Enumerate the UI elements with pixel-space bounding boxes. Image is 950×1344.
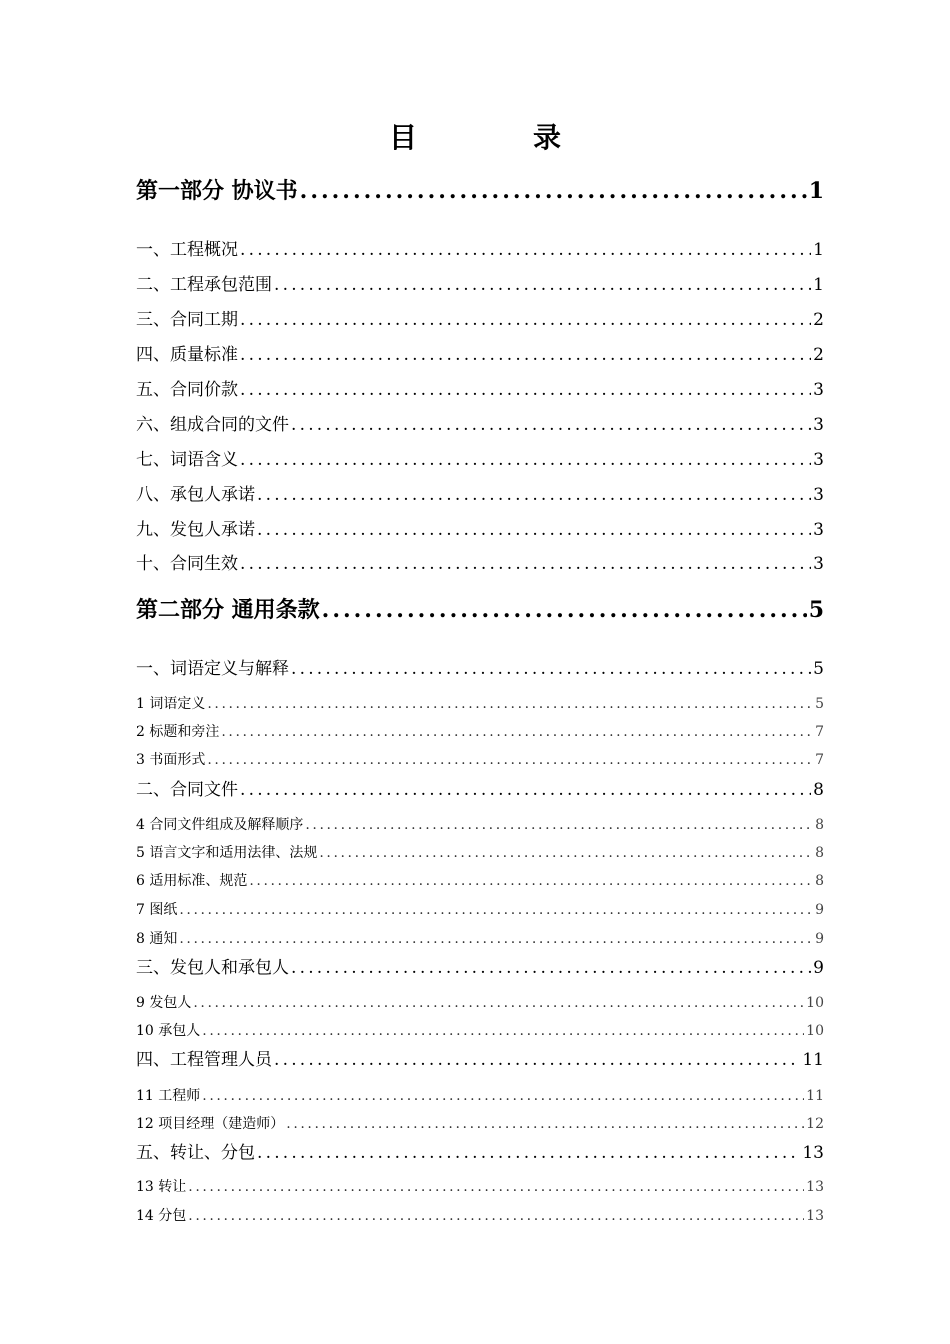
toc-page-number: 9: [815, 931, 824, 947]
toc-entry: [136, 778, 824, 802]
page-title: 目 录: [388, 121, 605, 154]
toc-dot-leader: [240, 238, 811, 262]
toc-entry: [136, 694, 824, 714]
toc-entry-label: 七、词语含义: [136, 450, 238, 470]
toc-page-number: 11: [802, 1050, 824, 1070]
toc-entry-label: 五、合同价款: [136, 380, 238, 400]
toc-entry: [136, 176, 824, 206]
toc-dot-leader: [274, 273, 811, 297]
toc-entry-label: 一、词语定义与解释: [136, 659, 289, 679]
toc-entry-label: 11 工程师: [136, 1088, 201, 1104]
toc-entry-label: 三、发包人和承包人: [136, 958, 289, 978]
toc-page-number: 3: [813, 415, 824, 435]
toc-dot-leader: [249, 871, 813, 891]
toc-dot-leader: [240, 778, 811, 802]
toc-dot-leader: [240, 308, 811, 332]
toc-entry: [136, 1048, 824, 1072]
toc-entry: [136, 1114, 824, 1134]
toc-dot-leader: [221, 722, 813, 742]
toc-entry-label: 二、合同文件: [136, 780, 238, 800]
toc-entry: [136, 750, 824, 770]
toc-dot-leader: [300, 176, 807, 206]
toc-entry-label: 4 合同文件组成及解释顺序: [136, 817, 304, 833]
toc-page-number: 5: [813, 659, 824, 679]
toc-dot-leader: [257, 483, 811, 507]
toc-dot-leader: [207, 694, 813, 714]
toc-page-number: 8: [815, 817, 824, 833]
toc-dot-leader: [179, 929, 813, 949]
toc-entry-label: 五、转让、分包: [136, 1143, 255, 1163]
toc-dot-leader: [291, 956, 811, 980]
toc-dot-leader: [319, 843, 813, 863]
toc-dot-leader: [291, 413, 811, 437]
toc-dot-leader: [202, 1086, 804, 1106]
toc-entry: [136, 1141, 824, 1165]
toc-entry: [136, 448, 824, 472]
toc-entry-label: 四、工程管理人员: [136, 1050, 272, 1070]
toc-entry-label: 四、质量标准: [136, 345, 238, 365]
toc-entry: [136, 238, 824, 262]
toc-entry-label: 2 标题和旁注: [136, 724, 220, 740]
toc-page-number: 13: [806, 1179, 824, 1195]
toc-entry-label: 十、合同生效: [136, 554, 238, 574]
toc-entry-label: 1 词语定义: [136, 696, 206, 712]
toc-dot-leader: [240, 343, 811, 367]
toc-entry-label: 3 书面形式: [136, 752, 206, 768]
toc-dot-leader: [322, 595, 807, 625]
toc-page-number: 10: [806, 995, 824, 1011]
toc-dot-leader: [240, 378, 811, 402]
toc-page-number: 3: [813, 554, 824, 574]
toc-entry: [136, 993, 824, 1013]
toc-page-number: 8: [813, 780, 824, 800]
toc-entry: [136, 956, 824, 980]
toc-entry: [136, 378, 824, 402]
toc-entry: [136, 413, 824, 437]
toc-page-number: 12: [806, 1116, 824, 1132]
toc-page-number: 1: [813, 240, 824, 260]
toc-dot-leader: [257, 1141, 800, 1165]
toc-dot-leader: [188, 1177, 804, 1197]
toc-entry-label: 一、工程概况: [136, 240, 238, 260]
toc-entry-label: 三、合同工期: [136, 310, 238, 330]
toc-entry: [136, 929, 824, 949]
toc-dot-leader: [207, 750, 813, 770]
toc-page-number: 8: [815, 845, 824, 861]
toc-page-number: 8: [815, 873, 824, 889]
toc-dot-leader: [305, 815, 813, 835]
toc-entry-label: 13 转让: [136, 1179, 187, 1195]
toc-entry: [136, 900, 824, 920]
toc-page-number: 13: [806, 1208, 824, 1224]
toc-entry-label: 7 图纸: [136, 902, 178, 918]
toc-entry-label: 14 分包: [136, 1208, 187, 1224]
toc-page-number: 2: [813, 345, 824, 365]
toc-entry: [136, 1021, 824, 1041]
toc-dot-leader: [291, 657, 811, 681]
toc-entry-label: 九、发包人承诺: [136, 520, 255, 540]
toc-entry-label: 12 项目经理（建造师）: [136, 1116, 285, 1132]
toc-entry-label: 9 发包人: [136, 995, 192, 1011]
toc-page-number: 9: [813, 958, 824, 978]
toc-entry-label: 10 承包人: [136, 1023, 201, 1039]
toc-dot-leader: [188, 1206, 804, 1226]
toc-page-number: 9: [815, 902, 824, 918]
toc-dot-leader: [286, 1114, 804, 1134]
toc-page-number: 3: [813, 485, 824, 505]
toc-dot-leader: [179, 900, 813, 920]
toc-dot-leader: [257, 518, 811, 542]
toc-entry: [136, 1177, 824, 1197]
toc-page-number: 5: [808, 597, 824, 623]
toc-entry: [136, 1086, 824, 1106]
toc-dot-leader: [240, 448, 811, 472]
toc-entry: [136, 552, 824, 576]
toc-dot-leader: [193, 993, 804, 1013]
toc-entry-label: 第二部分 通用条款: [136, 597, 320, 623]
toc-entry: [136, 308, 824, 332]
toc-page-number: 3: [813, 520, 824, 540]
toc-entry-label: 6 适用标准、规范: [136, 873, 248, 889]
toc-entry: [136, 273, 824, 297]
toc-entry: [136, 722, 824, 742]
toc-page-number: 1: [808, 178, 824, 204]
toc-entry: [136, 483, 824, 507]
toc-page-number: 3: [813, 450, 824, 470]
toc-dot-leader: [202, 1021, 804, 1041]
toc-entry: [136, 518, 824, 542]
toc-entry-label: 二、工程承包范围: [136, 275, 272, 295]
toc-dot-leader: [274, 1048, 800, 1072]
toc-page-number: 1: [813, 275, 824, 295]
toc-entry-label: 六、组成合同的文件: [136, 415, 289, 435]
toc-dot-leader: [240, 552, 811, 576]
toc-page-number: 10: [806, 1023, 824, 1039]
toc-page-number: 11: [806, 1088, 824, 1104]
toc-entry: [136, 843, 824, 863]
toc-entry-label: 8 通知: [136, 931, 178, 947]
toc-page-number: 7: [815, 724, 824, 740]
toc-entry: [136, 595, 824, 625]
toc-entry: [136, 657, 824, 681]
toc-entry: [136, 1206, 824, 1226]
toc-entry: [136, 871, 824, 891]
toc-page-number: 7: [815, 752, 824, 768]
toc-page-number: 5: [815, 696, 824, 712]
toc-entry-label: 第一部分 协议书: [136, 178, 298, 204]
toc-entry-label: 八、承包人承诺: [136, 485, 255, 505]
toc-page-number: 3: [813, 380, 824, 400]
toc-page-number: 13: [802, 1143, 824, 1163]
toc-entry: [136, 343, 824, 367]
toc-entry: [136, 815, 824, 835]
toc-page-number: 2: [813, 310, 824, 330]
toc-entry-label: 5 语言文字和适用法律、法规: [136, 845, 318, 861]
